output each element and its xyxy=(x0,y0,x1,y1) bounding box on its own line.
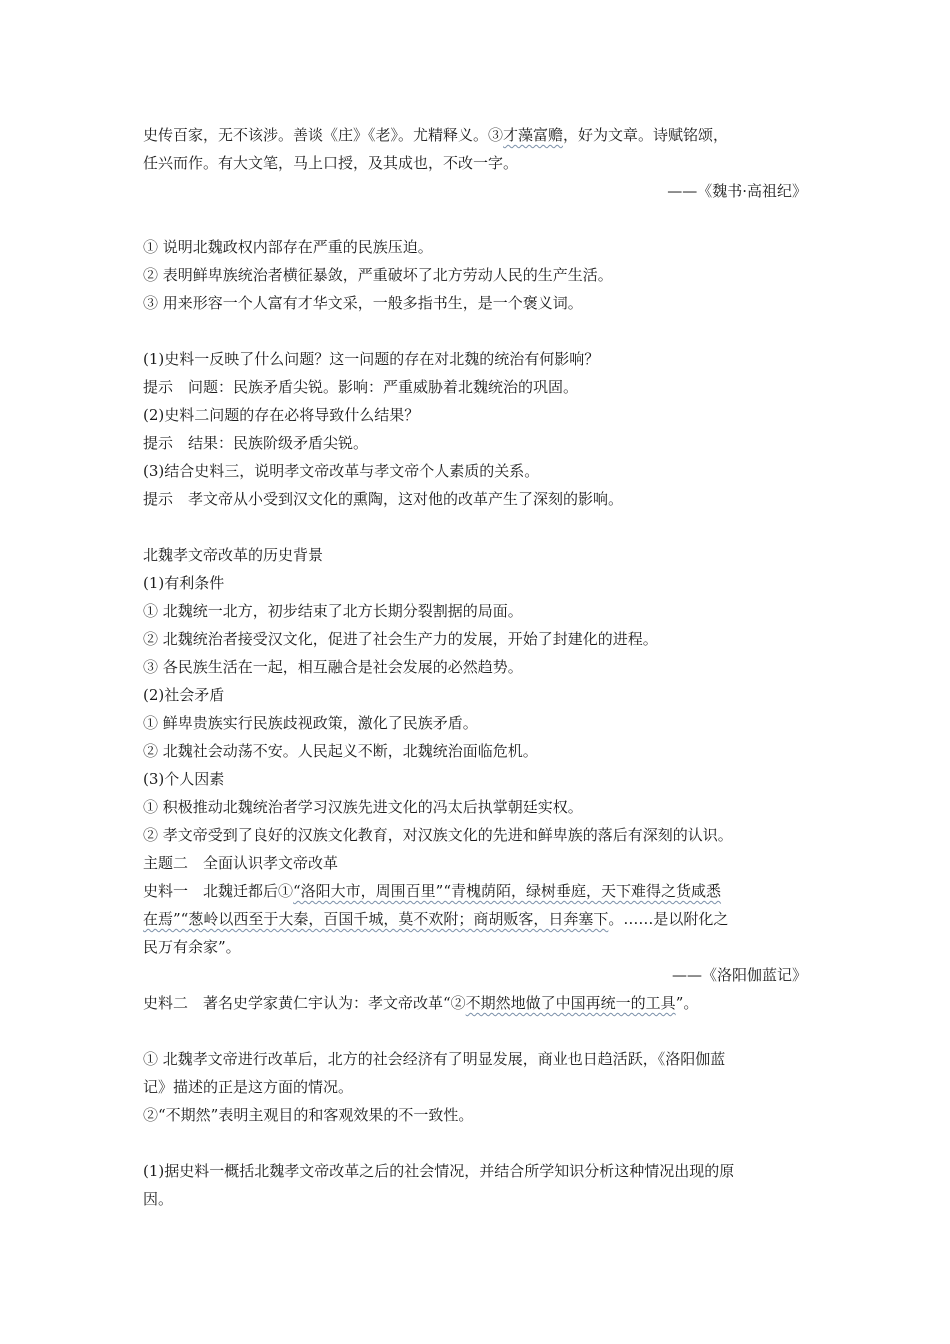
spacer xyxy=(143,317,807,345)
background-line: ② 孝文帝受到了良好的汉族文化教育，对汉族文化的先进和鲜卑族的落后有深刻的认识。 xyxy=(143,826,733,844)
note2-line: 记》描述的正是这方面的情况。 xyxy=(143,1078,354,1096)
source1-line-2: 任兴而作。有大文笔，马上口授，及其成也，不改一字。 xyxy=(143,154,519,172)
note2-line: ① 北魏孝文帝进行改革后，北方的社会经济有了明显发展，商业也日趋活跃，《洛阳伽蓝 xyxy=(143,1050,726,1068)
question1-line: 提示 孝文帝从小受到汉文化的熏陶，这对他的改革产生了深刻的影响。 xyxy=(143,490,624,508)
note2-line: ②“不期然”表明主观目的和客观效果的不一致性。 xyxy=(143,1106,474,1124)
source1-line-1 xyxy=(143,121,807,149)
background-line: ② 北魏社会动荡不安。人民起义不断，北魏统治面临危机。 xyxy=(143,742,538,760)
note1-item: ③ 用来形容一个人富有才华文采，一般多指书生，是一个褒义词。 xyxy=(143,294,583,312)
source1-underlined-term: 才藻富赡 xyxy=(503,126,564,144)
spacer xyxy=(143,1129,807,1157)
question1-line: 提示 结果：民族阶级矛盾尖锐。 xyxy=(143,434,369,452)
theme2-source1-attribution: ——《洛阳伽蓝记》 xyxy=(671,966,807,984)
theme2-title: 主题二 全面认识孝文帝改革 xyxy=(143,854,339,872)
theme2-source2-after: ”。 xyxy=(675,994,699,1012)
theme2-source2-underlined: 不期然地做了中国再统一的工具 xyxy=(465,994,676,1012)
theme2-source1-line-1 xyxy=(143,877,807,905)
note1-item: ① 说明北魏政权内部存在严重的民族压迫。 xyxy=(143,238,433,256)
background-line: (2)社会矛盾 xyxy=(143,686,225,704)
theme2-source1-underlined-a: “洛阳大市，周围百里”“青槐荫陌，绿树垂庭，天下难得之货咸悉 xyxy=(293,882,722,900)
theme2-source1-prefix: 史料一 北魏迁都后① xyxy=(143,882,294,900)
spacer xyxy=(143,513,807,541)
question2-line: 因。 xyxy=(143,1190,174,1208)
note1-item: ② 表明鲜卑族统治者横征暴敛，严重破坏了北方劳动人民的生产生活。 xyxy=(143,266,613,284)
theme2-source1-after: 。……是以附化之 xyxy=(608,910,729,928)
question1-line: (3)结合史料三，说明孝文帝改革与孝文帝个人素质的关系。 xyxy=(143,462,540,480)
question1-line: 提示 问题：民族矛盾尖锐。影响：严重威胁着北魏统治的巩固。 xyxy=(143,378,579,396)
background-line: ③ 各民族生活在一起，相互融合是社会发展的必然趋势。 xyxy=(143,658,523,676)
theme2-source2-prefix: 史料二 著名史学家黄仁宇认为：孝文帝改革“② xyxy=(143,994,466,1012)
background-line: (3)个人因素 xyxy=(143,770,225,788)
question1-line: (2)史料二问题的存在必将导致什么结果？ xyxy=(143,406,420,424)
spacer xyxy=(143,1017,807,1045)
theme2-source1-line-2 xyxy=(143,905,807,933)
theme2-source1-line-3: 民万有余家”。 xyxy=(143,938,241,956)
background-line: (1)有利条件 xyxy=(143,574,225,592)
background-line: ① 北魏统一北方，初步结束了北方长期分裂割据的局面。 xyxy=(143,602,523,620)
background-title: 北魏孝文帝改革的历史背景 xyxy=(143,546,324,564)
source1-text-b: ，好为文章。诗赋铭颂， xyxy=(563,126,729,144)
theme2-source1-underlined-b: 在焉”“葱岭以西至于大秦，百国千城，莫不欢附；商胡贩客，日奔塞下 xyxy=(143,910,609,928)
background-line: ② 北魏统治者接受汉文化，促进了社会生产力的发展，开始了封建化的进程。 xyxy=(143,630,658,648)
spacer xyxy=(143,205,807,233)
background-line: ① 鲜卑贵族实行民族歧视政策，激化了民族矛盾。 xyxy=(143,714,478,732)
background-line: ① 积极推动北魏统治者学习汉族先进文化的冯太后执掌朝廷实权。 xyxy=(143,798,583,816)
question2-line: (1)据史料一概括北魏孝文帝改革之后的社会情况，并结合所学知识分析这种情况出现的原 xyxy=(143,1162,735,1180)
source1-attribution: ——《魏书·高祖纪》 xyxy=(667,182,807,200)
theme2-source2 xyxy=(143,989,807,1017)
source1-text-a: 史传百家，无不该涉。善谈《庄》《老》。尤精释义。③ xyxy=(143,126,504,144)
question1-line: (1)史料一反映了什么问题？这一问题的存在对北魏的统治有何影响？ xyxy=(143,350,600,368)
document-page xyxy=(143,121,807,1213)
